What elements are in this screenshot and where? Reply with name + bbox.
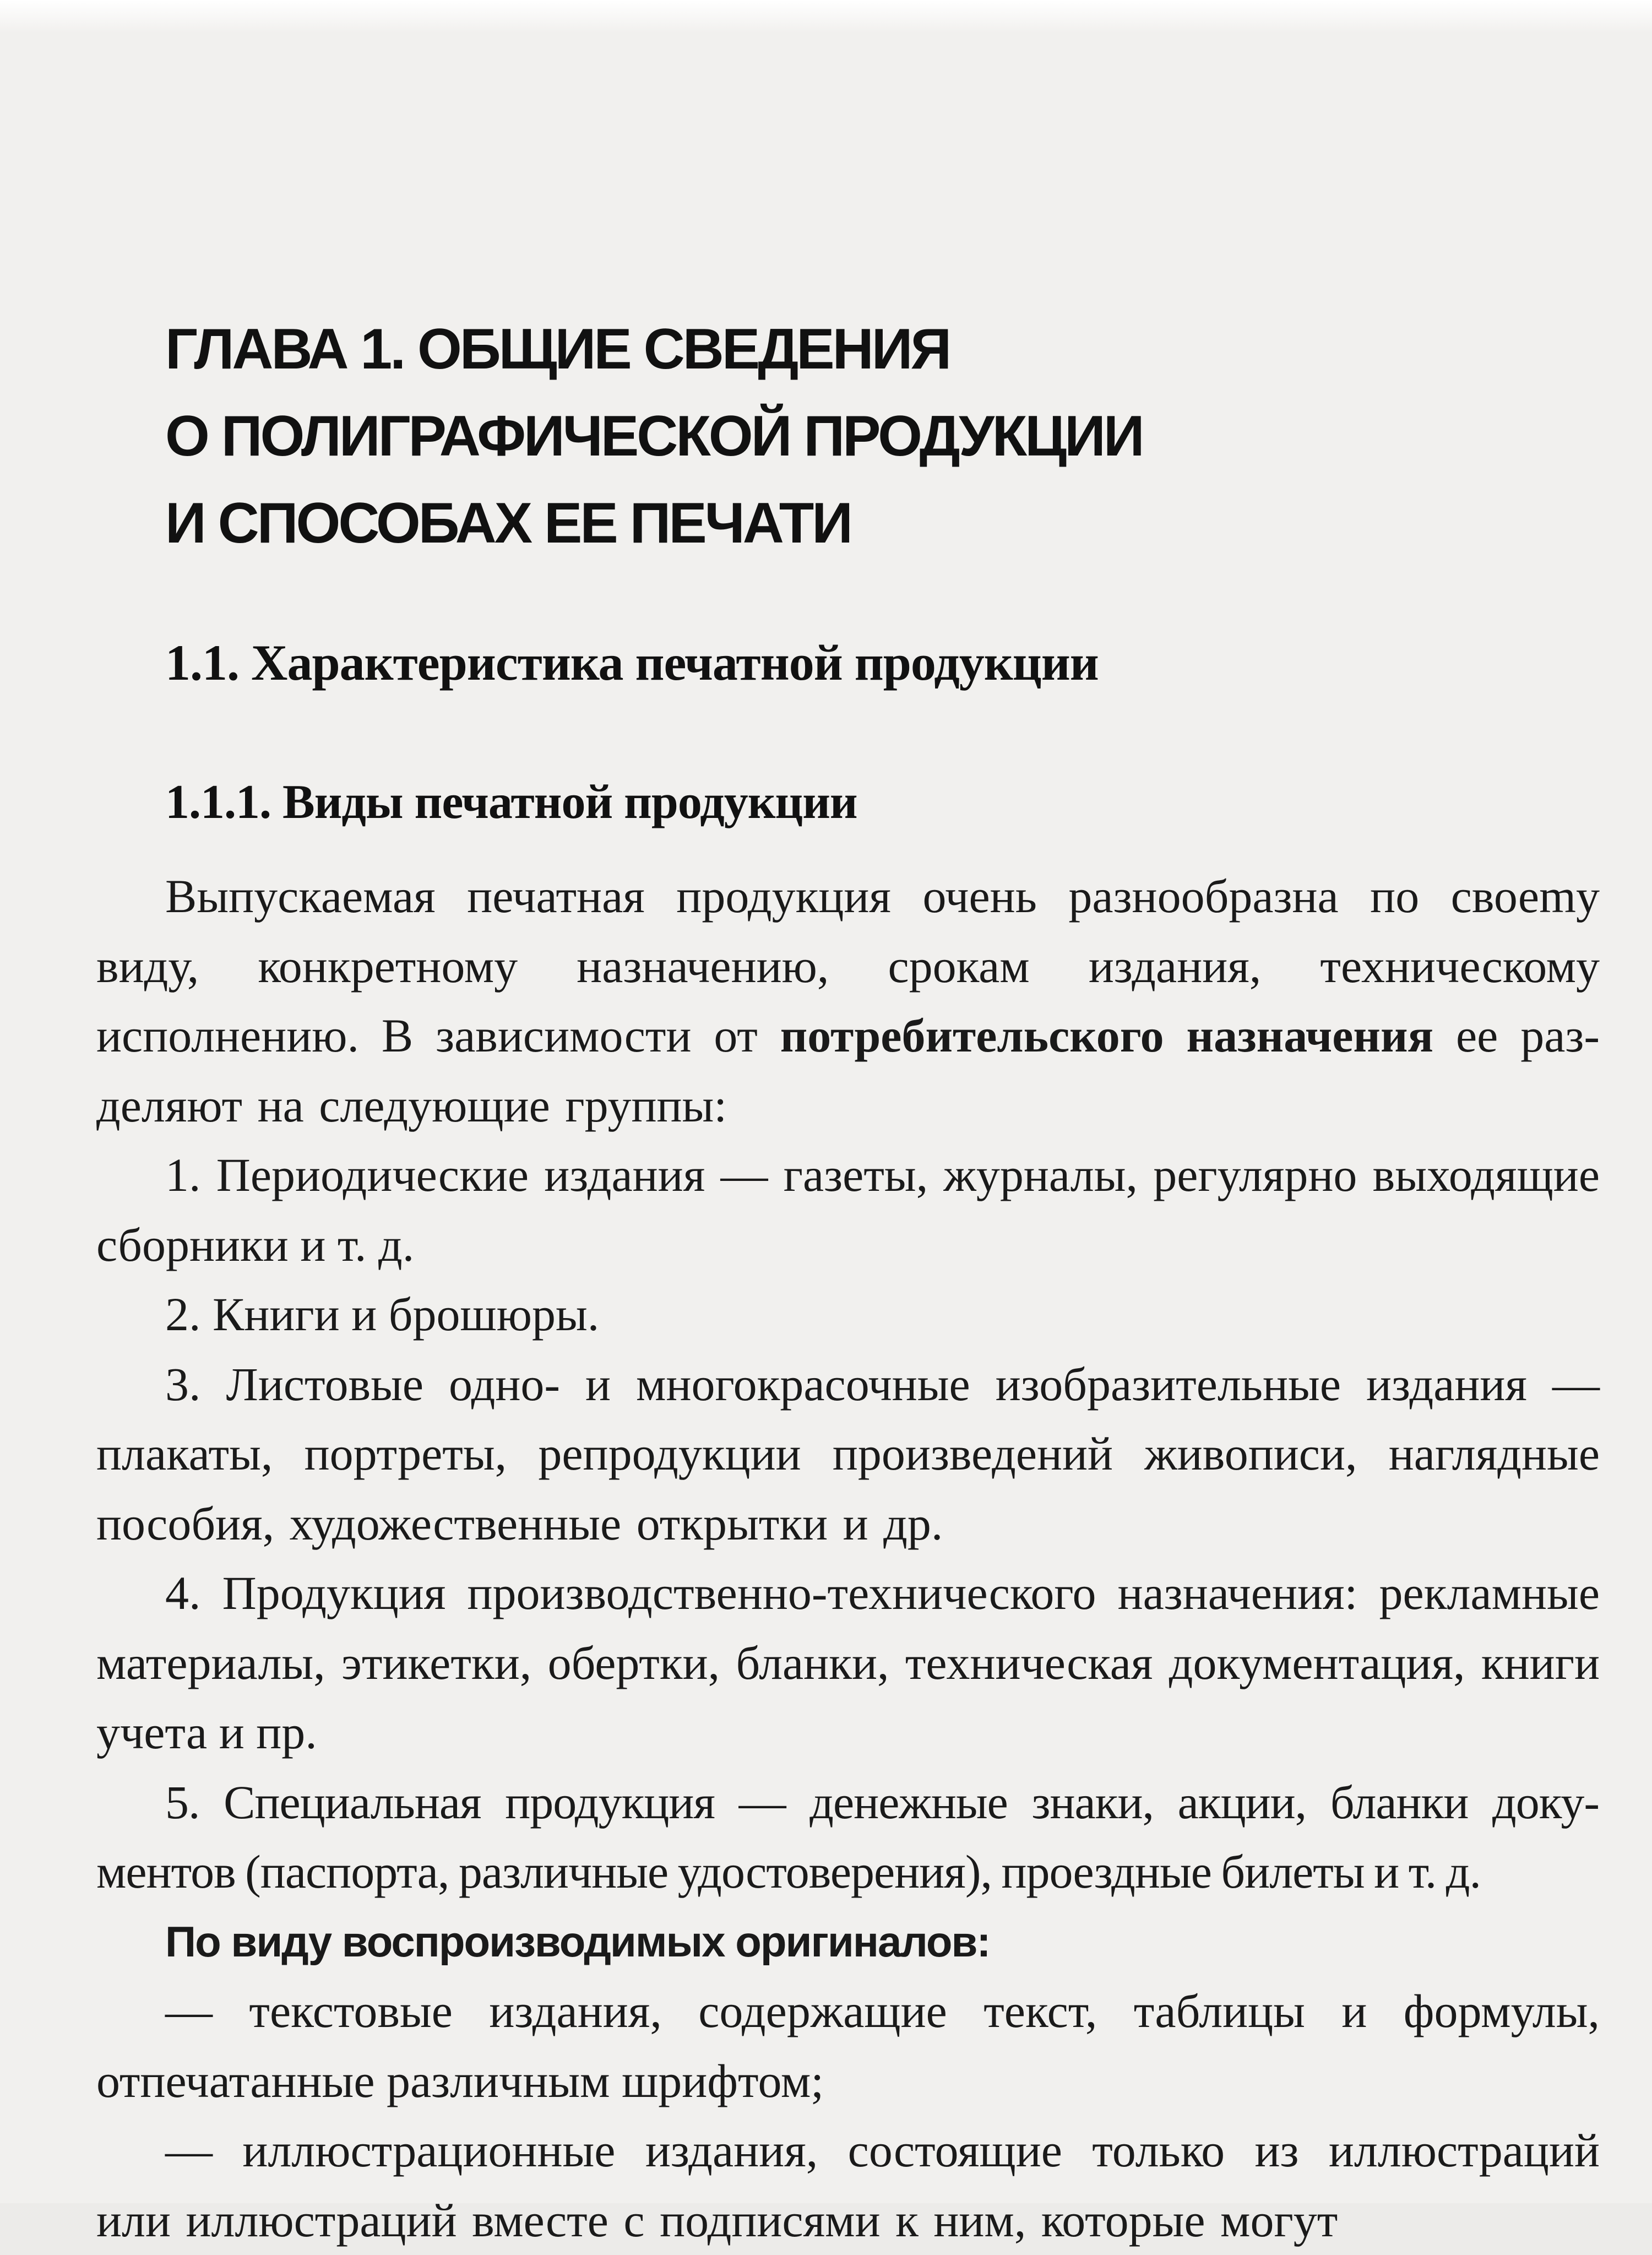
group-item-4: 4. Продукция производственно-технического назначения: рекламные материалы, этикетки, обертки, бланки, техническая документация, книги учета и пр.: [96, 1566, 1600, 1759]
section-heading: 1.1. Характеристика печатной продукции: [165, 635, 1099, 691]
subsection-heading: 1.1.1. Виды печатной продукции: [165, 776, 857, 829]
chapter-title-line-2: О ПОЛИГРАФИЧЕСКОЙ ПРОДУКЦИИ: [165, 404, 1143, 468]
intro-text-bold: потребительского назначения: [780, 1009, 1434, 1062]
group-item-3: 3. Листовые одно- и многокрасочные изобразительные издания — плакаты, портреты, репродукции произведений живописи, наглядные пособия, художественные открытки и др.: [96, 1357, 1600, 1550]
chapter-title: [165, 306, 1542, 567]
intro-text-after: ее разделяют на следующие группы:: [96, 1009, 1600, 1132]
group-item-1: 1. Периодические издания — газеты, журналы, регулярно выходящие сборники и т. д.: [96, 1148, 1600, 1271]
intro-text-before: Выпускаемая печатная продукция очень разнообразна по своеmу виду, конкретному назначению, срокам издания, техническому исполнению. В зависимости от: [96, 870, 1600, 1062]
page-top-edge: [0, 0, 1652, 33]
chapter-title-line-1: ГЛАВА 1. ОБЩИЕ СВЕДЕНИЯ: [165, 317, 950, 381]
originals-heading: По виду воспроизводимых оригиналов:: [165, 1917, 990, 1966]
originals-item-2: — иллюстрационные издания, состоящие только из иллюстраций или иллюстраций вместе с подписями к ним, которые могут: [96, 2124, 1600, 2247]
body-text: [96, 861, 1600, 2255]
originals-item-1: — текстовые издания, содержащие текст, таблицы и формулы, отпечатанные различным шрифтом;: [96, 1985, 1600, 2107]
intro-paragraph: [96, 861, 1600, 1140]
group-item-2: 2. Книги и брошюры.: [165, 1288, 600, 1341]
chapter-title-line-3: И СПОСОБАХ ЕЕ ПЕЧАТИ: [165, 491, 851, 555]
group-item-5: 5. Специальная продукция — денежные знаки, акции, бланки документов (паспорта, различные удостоверения), проездные билеты и т. д.: [96, 1775, 1600, 1898]
